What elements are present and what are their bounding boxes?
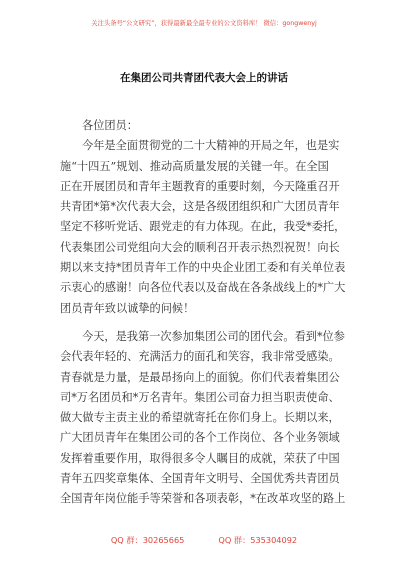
footer-qq-group-2: QQ 群：535304092: [218, 535, 298, 545]
paragraph-line: 坚定不移听党话、跟党走的有力体现。在此，我受*委托，: [60, 220, 346, 234]
paragraph-line: 广大团员青年在集团公司的各个工作岗位、各个业务领域: [60, 431, 340, 445]
footer: [0, 535, 408, 546]
footer-qq-group-1: QQ 群：30265665: [110, 535, 185, 545]
paragraph-line: 共青团*第*次代表大会，这是各级团组织和广大团员青年: [60, 200, 340, 214]
paragraph-line: 司*万名团员和*万名青年。集团公司奋力担当职责使命、: [60, 390, 340, 404]
salutation: 各位团员：: [82, 119, 138, 132]
paragraph-line: 期以来支持*团员青年工作的中央企业团工委和有关单位表: [60, 261, 346, 275]
paragraph-line: 施“十四五”规划、推动高质量发展的关键一年。在全国: [60, 159, 329, 173]
paragraph-line: 发挥着重要作用，取得很多令人瞩目的成就，荣获了中国: [60, 451, 340, 465]
paragraph-line: 做大做专主责主业的希望就寄托在你们身上。长期以来，: [60, 411, 340, 425]
paragraph-line: 团员青年致以诚挚的问候！: [60, 301, 195, 315]
header-banner: 关注头条号“公文研究”，获得最新最全最专业的公文资料库！ 微信：gongwenyj: [91, 20, 317, 27]
paragraph-2: [60, 327, 358, 510]
paragraph-line: 今天，是我第一次参加集团公司的团代会。看到*位参: [82, 329, 345, 343]
paragraph-1: [60, 136, 358, 319]
document-title: 在集团公司共青团代表大会上的讲话: [120, 72, 288, 84]
paragraph-line: 代表集团公司党组向大会的顺利召开表示热烈祝贺！向长: [60, 240, 340, 254]
paragraph-line: 青春就是力量，是最昂扬向上的面貌。你们代表着集团公: [60, 370, 340, 384]
paragraph-line: 正在开展团员和青年主题教育的重要时刻，今天隆重召开: [60, 179, 340, 193]
paragraph-line: 今年是全面贯彻党的二十大精神的开局之年，也是实: [82, 139, 340, 153]
paragraph-line: 青年五四奖章集体、全国青年文明号、全国优秀共青团员: [60, 472, 340, 486]
paragraph-line: 示衷心的感谢！向各位代表以及奋战在各条战线上的*广大: [60, 281, 346, 295]
paragraph-line: 会代表年轻的、充满活力的面孔和笑容，我非常受感染。: [60, 350, 340, 364]
paragraph-line: 全国青年岗位能手等荣誉和各项表彰，*在改革攻坚的路上: [60, 492, 346, 506]
document-body: [60, 116, 358, 510]
